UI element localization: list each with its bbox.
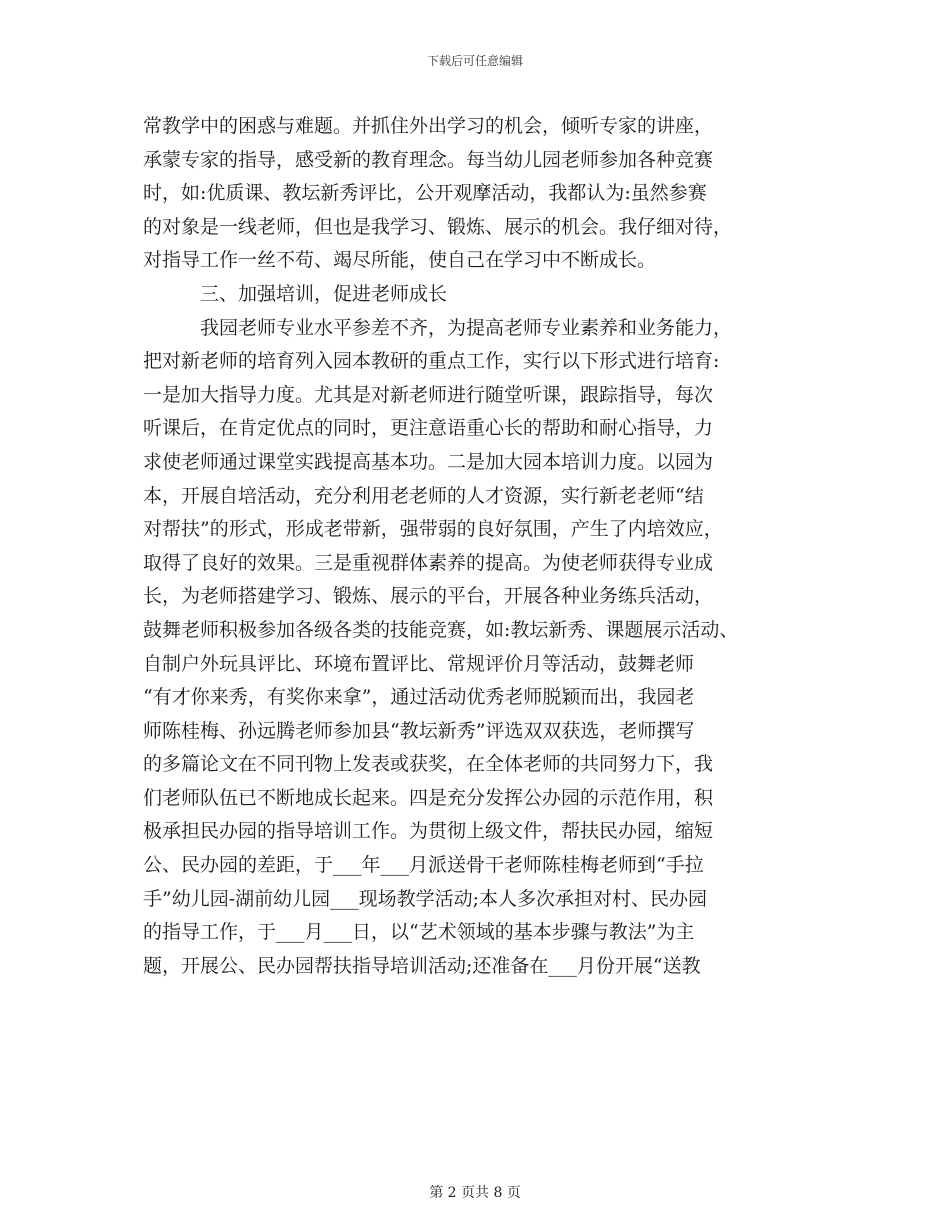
paragraph-line: 一是加大指导力度。尤其是对新老师进行随堂听课，跟踪指导，每次 [143,383,714,406]
document-body [143,110,823,983]
paragraph-line: 求使老师通过课堂实践提高基本功。二是加大园本培训力度。以园为 [143,450,714,473]
paragraph-line: 时，如:优质课、教坛新秀评比，公开观摩活动，我都认为:虽然参赛 [143,182,707,205]
paragraph-line: 我园老师专业水平参差不齐，为提高老师专业素养和业务能力， [200,316,733,339]
paragraph-line: 的对象是一线老师，但也是我学习、锻炼、展示的机会。我仔细对待， [143,215,733,238]
paragraph-line: 对指导工作一丝不苟、竭尽所能，使自己在学习中不断成长。 [143,249,657,272]
paragraph-line: 取得了良好的效果。三是重视群体素养的提高。为使老师获得专业成 [143,551,714,574]
paragraph-line: 公、民办园的差距，于___年___月派送骨干老师陈桂梅老师到“手拉 [143,854,704,877]
paragraph-line: 听课后，在肯定优点的同时，更注意语重心长的帮助和耐心指导，力 [143,417,714,440]
paragraph-line: 手”幼儿园-湖前幼儿园___现场教学活动;本人多次承担对村、民办园 [143,887,708,910]
paragraph-line: 的指导工作，于___月___日，以“艺术领域的基本步骤与教法”为主 [143,921,695,944]
page-header: 下载后可任意编辑 [426,54,523,68]
paragraph-line: 极承担民办园的指导培训工作。为贯彻上级文件，帮扶民办园，缩短 [143,820,714,843]
paragraph-line: 师陈桂梅、孙远腾老师参加县“教坛新秀”评选双双获选，老师撰写 [143,719,695,742]
paragraph-line: “有才你来秀，有奖你来拿”，通过活动优秀老师脱颖而出，我园老 [143,686,695,709]
paragraph-line: 三、加强培训，促进老师成长 [200,282,448,305]
paragraph-line: 承蒙专家的指导，感受新的教育理念。每当幼儿园老师参加各种竞赛 [143,148,714,171]
paragraph-line: 把对新老师的培育列入园本教研的重点工作，实行以下形式进行培育: [143,350,720,373]
paragraph-line: 自制户外玩具评比、环境布置评比、常规评价月等活动，鼓舞老师 [143,652,695,675]
paragraph-line: 鼓舞老师积极参加各级各类的技能竞赛，如:教坛新秀、课题展示活动、 [143,618,739,641]
paragraph-line: 的多篇论文在不同刊物上发表或获奖，在全体老师的共同努力下，我 [143,753,714,776]
paragraph-line: 长，为老师搭建学习、锻炼、展示的平台，开展各种业务练兵活动， [143,585,714,608]
paragraph-line: 们老师队伍已不断地成长起来。四是充分发挥公办园的示范作用，积 [143,786,714,809]
page-footer: 第 2 页共 8 页 [429,1185,521,1201]
paragraph-line: 本，开展自培活动，充分利用老老师的人才资源，实行新老老师“结 [143,484,704,507]
paragraph-line: 常教学中的困惑与难题。并抓住外出学习的机会，倾听专家的讲座， [143,115,714,137]
paragraph-line: 题，开展公、民办园帮扶指导培训活动;还准备在___月份开展“送教 [143,954,701,977]
paragraph-line: 对帮扶”的形式，形成老带新，强带弱的良好氛围，产生了内培效应， [143,518,723,541]
